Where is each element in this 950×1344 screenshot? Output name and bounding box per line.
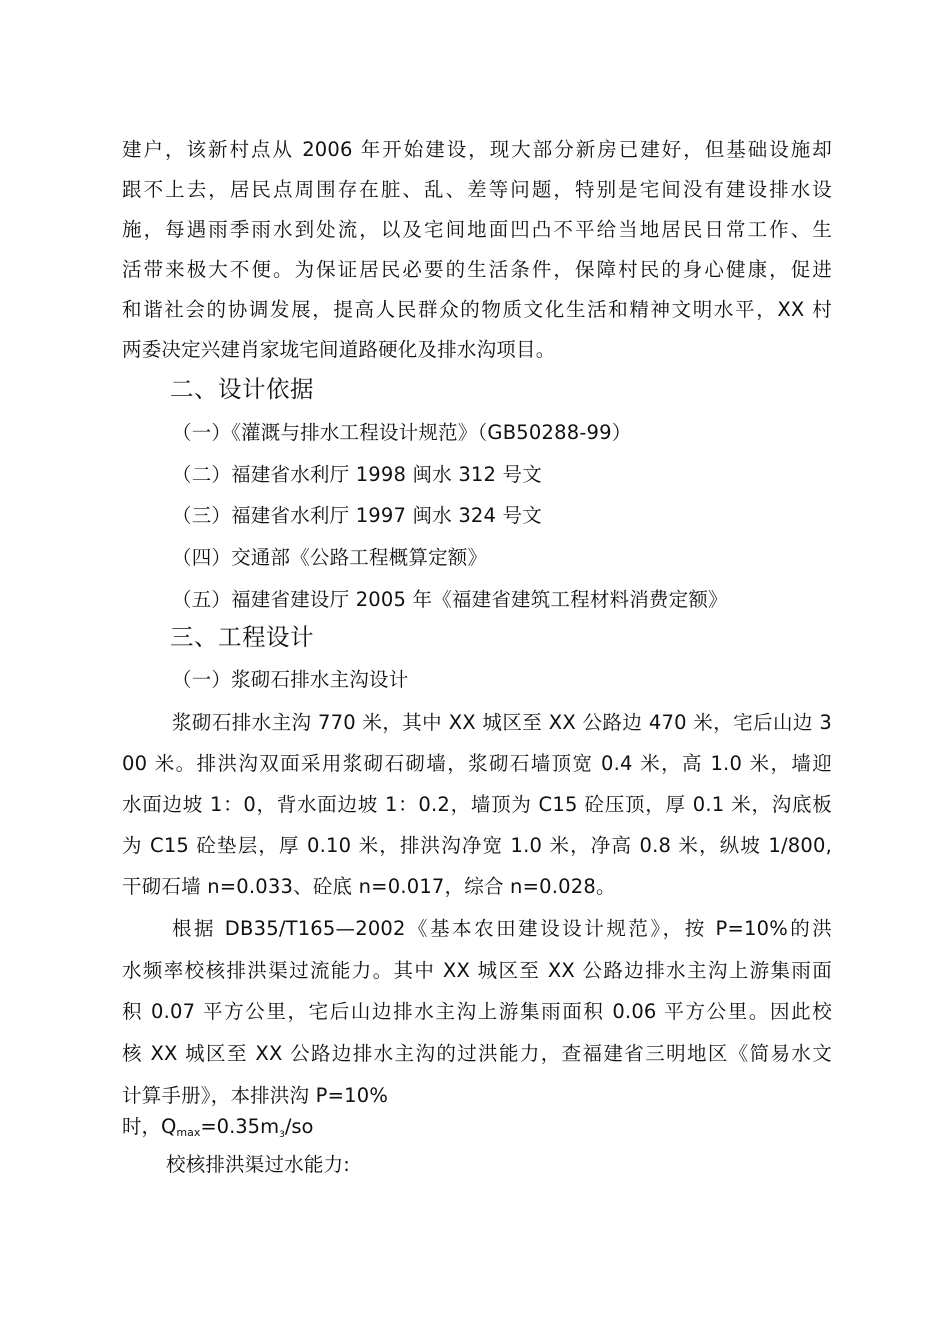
formula-prefix: 时，Q <box>122 1115 177 1138</box>
formula-unit-subscript: 3 <box>279 1130 285 1140</box>
check-capacity-label: 校核排洪渠过水能力: <box>166 1153 351 1176</box>
basis-item-5: （五）福建省建设厅 2005 年《福建省建筑工程材料消费定额》 <box>172 588 728 611</box>
section-heading-engineering-design: 三、工程设计 <box>170 623 314 651</box>
para1-line-2: 00 米。排洪沟双面采用浆砌石砌墙，浆砌石墙顶宽 0.4 米，高 1.0 米，墙迎 <box>122 752 832 775</box>
intro-line-2: 跟不上去，居民点周围存在脏、乱、差等问题，特别是宅间没有建设排水设 <box>122 178 832 201</box>
basis-item-1: （一）《灌溉与排水工程设计规范》（GB50288-99） <box>172 421 632 444</box>
intro-line-3: 施，每遇雨季雨水到处流，以及宅间地面凹凸不平给当地居民日常工作、生 <box>122 218 832 241</box>
para2-line-1: 根据 DB35/T165—2002《基本农田建设设计规范》，按 P=10%的洪 <box>172 917 832 940</box>
intro-line-6: 两委决定兴建肖家垅宅间道路硬化及排水沟项目。 <box>122 338 556 361</box>
para1-line-3: 水面边坡 1：0，背水面边坡 1：0.2，墙顶为 C15 砼压顶，厚 0.1 米，沟底板 <box>122 793 832 816</box>
discharge-formula <box>122 1114 314 1140</box>
formula-middle: =0.35m <box>200 1115 280 1138</box>
para1-line-4: 为 C15 砼垫层，厚 0.10 米，排洪沟净宽 1.0 米，净高 0.8 米，纵坡 1/800, <box>122 834 832 857</box>
intro-line-4: 活带来极大不便。为保证居民必要的生活条件，保障村民的身心健康，促进 <box>122 258 832 281</box>
formula-subscript-max: max <box>176 1126 201 1139</box>
basis-item-3: （三）福建省水利厅 1997 闽水 324 号文 <box>172 504 542 527</box>
para2-line-2: 水频率校核排洪渠过流能力。其中 XX 城区至 XX 公路边排水主沟上游集雨面 <box>122 959 832 982</box>
para2-line-3: 积 0.07 平方公里，宅后山边排水主沟上游集雨面积 0.06 平方公里。因此校 <box>122 1000 832 1023</box>
para1-line-5: 干砌石墙 n=0.033、砼底 n=0.017，综合 n=0.028。 <box>122 875 616 898</box>
intro-line-5: 和谐社会的协调发展，提高人民群众的物质文化生活和精神文明水平，XX 村 <box>122 298 832 321</box>
para1-line-1: 浆砌石排水主沟 770 米，其中 XX 城区至 XX 公路边 470 米，宅后山边 3 <box>172 711 832 734</box>
para2-line-5: 计算手册》，本排洪沟 P=10% <box>122 1084 389 1107</box>
basis-item-4: （四）交通部《公路工程概算定额》 <box>172 546 488 569</box>
intro-line-1: 建户，该新村点从 2006 年开始建设，现大部分新房已建好，但基础设施却 <box>122 138 832 161</box>
formula-suffix: /so <box>284 1115 314 1138</box>
subheading-main-ditch: （一）浆砌石排水主沟设计 <box>172 668 409 691</box>
basis-item-2: （二）福建省水利厅 1998 闽水 312 号文 <box>172 463 542 486</box>
para2-line-4: 核 XX 城区至 XX 公路边排水主沟的过洪能力，查福建省三明地区《简易水文 <box>122 1042 832 1065</box>
section-heading-design-basis: 二、设计依据 <box>170 375 314 403</box>
